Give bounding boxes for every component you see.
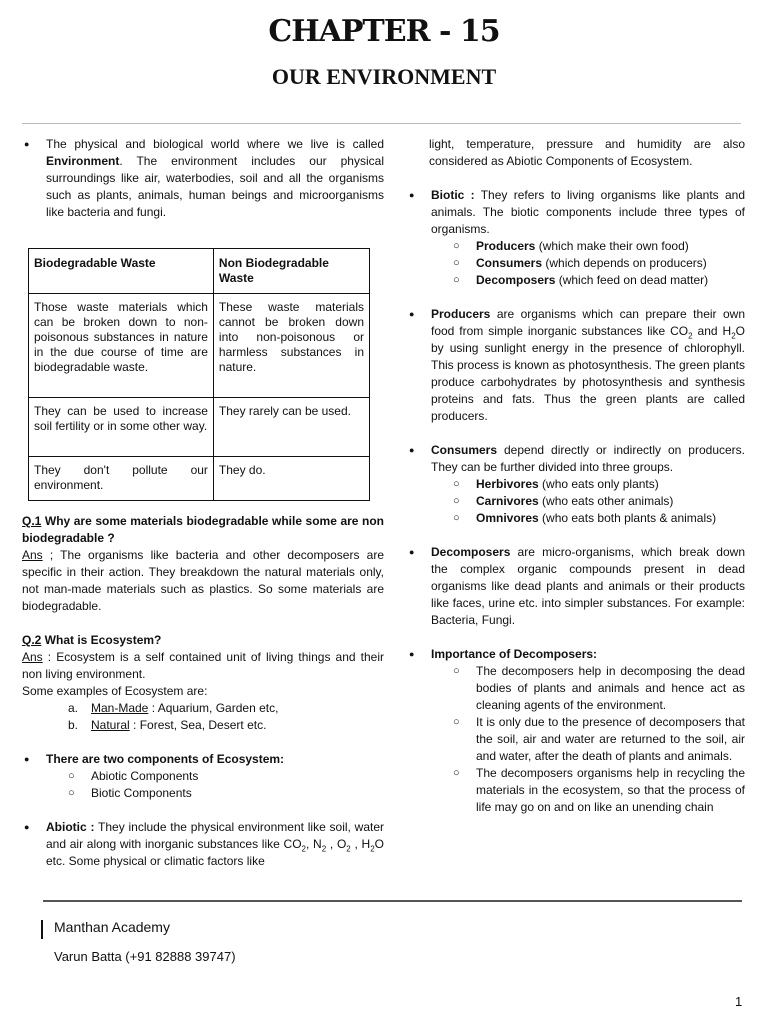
q2-ans-label: Ans [22, 650, 43, 664]
list-item: ○ Decomposers (which feed on dead matter) [453, 272, 745, 289]
table-cell: These waste materials cannot be broken down into non-poisonous or harmless substances in nature. [213, 294, 369, 398]
intro-list [22, 136, 384, 221]
table-cell: They rarely can be used. [213, 398, 369, 457]
decomposers-list [407, 544, 745, 629]
page-number: 1 [735, 994, 743, 1009]
list-item: ○ Consumers (which depends on producers) [453, 255, 745, 272]
list-item: ○ The decomposers help in decomposing the dead bodies of plants and animals and hence act as cleaning agents of the environment. [453, 663, 745, 714]
environment-term: Environment [46, 154, 120, 168]
components-sublist [22, 768, 384, 802]
question-2 [22, 632, 384, 700]
chapter-subtitle: OUR ENVIRONMENT [271, 64, 497, 89]
table-row [29, 294, 370, 398]
components-item: ● There are two components of Ecosystem: [22, 751, 384, 768]
list-item: b. Natural : Forest, Sea, Desert etc. [68, 718, 267, 732]
table-row [29, 457, 370, 501]
producers-list [407, 306, 745, 425]
q2-question: What is Ecosystem? [41, 633, 162, 647]
examples-intro: Some examples of Ecosystem are: [22, 684, 208, 698]
list-item: ○ It is only due to the presence of decomposers that the soil, air and water are returned to the soil, air and water, after the death of plants and animals. [453, 714, 745, 765]
list-item: ○ Abiotic Components [68, 768, 384, 785]
left-column [22, 136, 384, 870]
table-cell: Those waste materials which can be broken down to non-poisonous substances in nature in the due course of time are biodegradable waste. [29, 294, 214, 398]
importance-list [407, 646, 745, 663]
biotic-paragraph: ● Biotic : They refers to living organisms like plants and animals. The biotic components include three types of organisms. [407, 187, 745, 238]
table-header-cell: Biodegradable Waste [29, 249, 214, 294]
q1-answer: ; The organisms like bacteria and other decomposers are specific in their action. They breakdown the natural materials only, not man-made materials such as plastics. So some materials are biodegradable. [22, 548, 384, 613]
footer-accent-bar [41, 920, 43, 939]
footer-divider [43, 900, 742, 902]
list-item: ○ Herbivores (who eats only plants) [453, 476, 745, 493]
table-cell: They don't pollute our environment. [29, 457, 214, 501]
q1-question: Why are some materials biodegradable while some are non biodegradable ? [22, 514, 384, 545]
components-list [22, 751, 384, 768]
q1-label: Q.1 [22, 514, 42, 528]
academy-name: Manthan Academy [54, 919, 170, 935]
table-header-row [29, 249, 370, 294]
list-item: a. Man-Made : Aquarium, Garden etc, [68, 701, 279, 715]
q1-ans-label: Ans [22, 548, 43, 562]
question-1 [22, 513, 384, 615]
biotic-sublist [407, 238, 745, 289]
producers-paragraph: ● Producers are organisms which can prepare their own food from simple inorganic substances like $CO_2$ and $H_2O$ by using sunlight energy in the presence of chlorophyll. This process is known as photosynthesis. The green plants produce carbohydrates by photosynthesis and synthesis proteins and fats. Thus the green plants are called producers. [407, 306, 745, 425]
header-divider [22, 123, 741, 124]
consumers-sublist [407, 476, 745, 527]
intro-paragraph: ● The physical and biological world where we live is called Environment. The environment includes our physical surroundings like air, waterbodies, soil and all the organisms such as plants, animals, human beings and microorganisms like bacteria and fungi. [22, 136, 384, 221]
decomposers-paragraph: ● Decomposers are micro-organisms, which break down the complex organic compounds present in dead organisms like dead plants and animals or their products like faces, urine etc. into simpler substances. For example: Bacteria, Fungi. [407, 544, 745, 629]
list-item: ○ Producers (which make their own food) [453, 238, 745, 255]
abiotic-list [22, 819, 384, 870]
list-item: ○ Biotic Components [68, 785, 384, 802]
table-row [29, 398, 370, 457]
list-item: ○ The decomposers organisms help in recycling the materials in the ecosystem, so that the process of life may go on and on like an unending chain [453, 765, 745, 816]
examples-list [22, 700, 384, 734]
list-item: ○ Omnivores (who eats both plants & animals) [453, 510, 745, 527]
table-cell: They can be used to increase soil fertility or in some other way. [29, 398, 214, 457]
list-item: ○ Carnivores (who eats other animals) [453, 493, 745, 510]
consumers-list [407, 442, 745, 476]
importance-sublist [407, 663, 745, 816]
waste-comparison-table [28, 248, 370, 501]
importance-heading: ● Importance of Decomposers: [407, 646, 745, 663]
consumers-paragraph: ● Consumers depend directly or indirectly on producers. They can be further divided into three groups. [407, 442, 745, 476]
q2-label: Q.2 [22, 633, 42, 647]
abiotic-paragraph: ● Abiotic : They include the physical environment like soil, water and air along with inorganic substances like $CO_2$, $N_2$ , $O_2$ , $H_2O$ etc. Some physical or climatic factors like [22, 819, 384, 870]
table-header-cell: Non Biodegradable Waste [213, 249, 369, 294]
q2-answer: : Ecosystem is a self contained unit of living things and their non living environment. [22, 650, 384, 681]
right-column [407, 136, 745, 816]
chapter-title: CHAPTER - 15 [268, 14, 500, 49]
contact-info: Varun Batta (+91 82888 39747) [54, 949, 236, 964]
biotic-list [407, 187, 745, 238]
abiotic-continuation: light, temperature, pressure and humidity are also considered as Abiotic Components of Ecosystem. [429, 137, 745, 168]
table-cell: They do. [213, 457, 369, 501]
